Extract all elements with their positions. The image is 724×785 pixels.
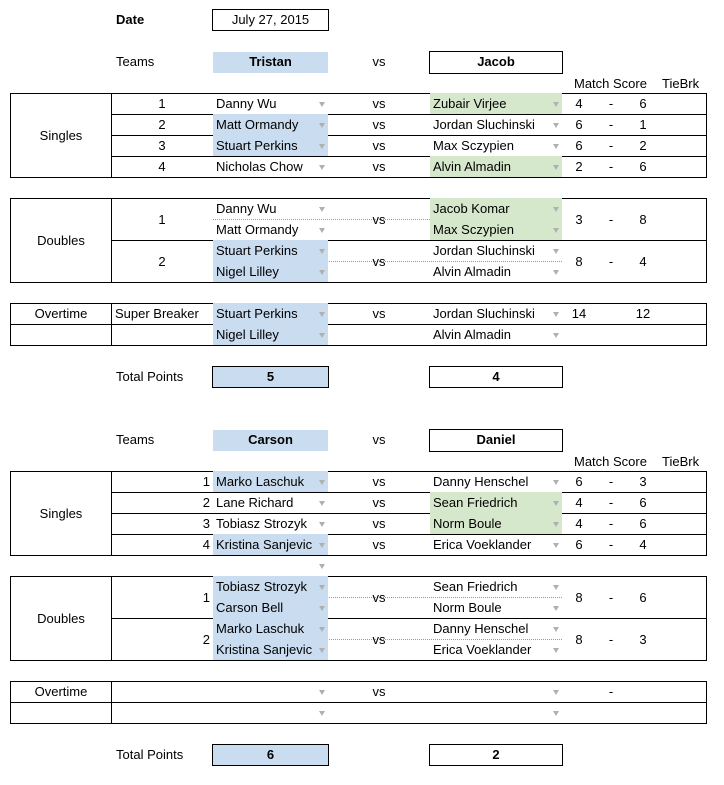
score-dash: -: [608, 632, 614, 647]
player-a2-select[interactable]: Nigel Lilley: [216, 327, 279, 342]
team-a-name[interactable]: Carson: [248, 432, 293, 447]
score-a[interactable]: 6: [575, 138, 583, 153]
vs-label: vs: [372, 495, 386, 510]
score-b[interactable]: 6: [639, 96, 647, 111]
player-a-select[interactable]: Marko Laschuk: [216, 474, 305, 489]
score-dash: -: [608, 684, 614, 699]
dropdown-arrow-icon[interactable]: [553, 312, 559, 317]
player-a-select[interactable]: Lane Richard: [216, 495, 294, 510]
vs-label: vs: [372, 516, 386, 531]
match-number: 2: [202, 632, 210, 647]
dropdown-arrow-icon[interactable]: [319, 501, 325, 506]
total-points-a: 5: [266, 369, 275, 384]
vs-label: vs: [372, 159, 386, 174]
match-score-header: Match Score: [574, 76, 647, 91]
dropdown-arrow-icon[interactable]: [319, 207, 325, 212]
dropdown-arrow-icon[interactable]: [553, 522, 559, 527]
vs-label: vs: [372, 212, 386, 227]
score-b[interactable]: 4: [639, 254, 647, 269]
score-dash: -: [608, 254, 614, 269]
dropdown-arrow-icon[interactable]: [319, 228, 325, 233]
player-b-select[interactable]: Zubair Virjee: [433, 96, 507, 111]
match-number: 1: [202, 474, 210, 489]
score-dash: -: [608, 590, 614, 605]
player-a-select[interactable]: Matt Ormandy: [216, 117, 299, 132]
dropdown-arrow-icon[interactable]: [553, 123, 559, 128]
score-b[interactable]: 6: [639, 495, 647, 510]
player-a2-select[interactable]: Matt Ormandy: [216, 222, 299, 237]
score-a[interactable]: 8: [575, 590, 583, 605]
tiebreak-header: TieBrk: [662, 76, 700, 91]
player-b2-select[interactable]: Norm Boule: [433, 600, 502, 615]
dropdown-arrow-icon[interactable]: [553, 333, 559, 338]
dropdown-arrow-icon[interactable]: [319, 480, 325, 485]
vs-label: vs: [372, 632, 386, 647]
score-dash: -: [608, 138, 614, 153]
score-dash: -: [608, 474, 614, 489]
dropdown-arrow-icon[interactable]: [553, 585, 559, 590]
player-a2-select[interactable]: Nigel Lilley: [216, 264, 279, 279]
player-b1-select[interactable]: Jacob Komar: [433, 201, 510, 216]
vs-label: vs: [372, 254, 386, 269]
score-a[interactable]: 2: [575, 159, 583, 174]
player-a1-select[interactable]: Marko Laschuk: [216, 621, 305, 636]
player-b1-select[interactable]: Sean Friedrich: [433, 579, 518, 594]
score-dash: -: [608, 537, 614, 552]
score-a[interactable]: 6: [575, 537, 583, 552]
score-dash: -: [608, 495, 614, 510]
vs-label: vs: [372, 432, 386, 447]
dropdown-arrow-icon[interactable]: [553, 144, 559, 149]
score-b[interactable]: 3: [639, 474, 647, 489]
overtime-type[interactable]: Super Breaker: [115, 306, 199, 321]
player-b1-select[interactable]: Jordan Sluchinski: [433, 243, 535, 258]
dropdown-arrow-icon[interactable]: [319, 270, 325, 275]
score-b[interactable]: 4: [639, 537, 647, 552]
player-b-select[interactable]: Norm Boule: [433, 516, 502, 531]
player-b2-select[interactable]: Max Sczypien: [433, 222, 514, 237]
dropdown-arrow-icon[interactable]: [319, 690, 325, 695]
doubles-label: Doubles: [37, 611, 85, 626]
player-a1-select[interactable]: Stuart Perkins: [216, 306, 298, 321]
score-a[interactable]: 14: [571, 306, 587, 321]
dropdown-arrow-icon[interactable]: [553, 690, 559, 695]
score-b[interactable]: 6: [639, 159, 647, 174]
player-a1-select[interactable]: Danny Wu: [216, 201, 277, 216]
dropdown-arrow-icon[interactable]: [319, 102, 325, 107]
score-a[interactable]: 4: [575, 516, 583, 531]
team-b-name[interactable]: Daniel: [476, 432, 516, 447]
tiebreak-header: TieBrk: [662, 454, 700, 469]
match-number: 1: [158, 96, 166, 111]
score-dash: -: [608, 96, 614, 111]
dropdown-arrow-icon[interactable]: [319, 144, 325, 149]
player-a1-select[interactable]: Stuart Perkins: [216, 243, 298, 258]
match-number: 4: [202, 537, 210, 552]
score-b[interactable]: 6: [639, 516, 647, 531]
dropdown-arrow-icon[interactable]: [553, 648, 559, 653]
teams-label: Teams: [116, 432, 155, 447]
singles-label: Singles: [39, 506, 83, 521]
player-b2-select[interactable]: Alvin Almadin: [433, 264, 512, 279]
player-b-select[interactable]: Max Sczypien: [433, 138, 514, 153]
player-a-select[interactable]: Nicholas Chow: [216, 159, 303, 174]
player-b1-select[interactable]: Jordan Sluchinski: [433, 306, 535, 321]
dropdown-arrow-icon[interactable]: [553, 249, 559, 254]
match-number: 1: [202, 590, 210, 605]
dropdown-arrow-icon[interactable]: [319, 564, 325, 569]
dropdown-arrow-icon[interactable]: [319, 585, 325, 590]
dropdown-arrow-icon[interactable]: [319, 165, 325, 170]
score-b[interactable]: 6: [639, 590, 647, 605]
score-dash: -: [608, 516, 614, 531]
singles-label: Singles: [39, 128, 83, 143]
date-label: Date: [116, 12, 145, 27]
player-a-select[interactable]: Stuart Perkins: [216, 138, 298, 153]
dropdown-arrow-icon[interactable]: [319, 627, 325, 632]
total-points-a: 6: [266, 747, 275, 762]
total-points-label: Total Points: [116, 747, 184, 762]
total-points-b: 4: [492, 369, 500, 384]
score-b[interactable]: 1: [639, 117, 647, 132]
score-a[interactable]: 6: [575, 474, 583, 489]
overtime-label: Overtime: [34, 684, 88, 699]
dropdown-arrow-icon[interactable]: [553, 480, 559, 485]
player-b1-select[interactable]: Danny Henschel: [433, 621, 529, 636]
dropdown-arrow-icon[interactable]: [553, 207, 559, 212]
vs-label: vs: [372, 138, 386, 153]
vs-label: vs: [372, 590, 386, 605]
overtime-label: Overtime: [34, 306, 88, 321]
dropdown-arrow-icon[interactable]: [319, 711, 325, 716]
player-b2-select[interactable]: Erica Voeklander: [433, 642, 532, 657]
dropdown-arrow-icon[interactable]: [553, 102, 559, 107]
player-a-select[interactable]: Danny Wu: [216, 96, 277, 111]
dropdown-arrow-icon[interactable]: [319, 249, 325, 254]
total-points-b: 2: [492, 747, 500, 762]
dropdown-arrow-icon[interactable]: [553, 501, 559, 506]
score-a[interactable]: 4: [575, 495, 583, 510]
dropdown-arrow-icon[interactable]: [319, 123, 325, 128]
date-field[interactable]: July 27, 2015: [212, 9, 329, 31]
score-a[interactable]: 3: [575, 212, 583, 227]
dropdown-arrow-icon[interactable]: [319, 648, 325, 653]
player-a-select[interactable]: Kristina Sanjevic: [216, 537, 313, 552]
dropdown-arrow-icon[interactable]: [553, 711, 559, 716]
score-b[interactable]: 3: [639, 632, 647, 647]
match-number: 3: [158, 138, 166, 153]
score-b[interactable]: 8: [639, 212, 647, 227]
score-dash: -: [608, 212, 614, 227]
dropdown-arrow-icon[interactable]: [553, 627, 559, 632]
score-dash: -: [608, 159, 614, 174]
player-b2-select[interactable]: Alvin Almadin: [433, 327, 512, 342]
total-points-label: Total Points: [116, 369, 184, 384]
score-b[interactable]: 2: [639, 138, 647, 153]
vs-label: vs: [372, 54, 386, 69]
vs-label: vs: [372, 684, 386, 699]
match-score-header: Match Score: [574, 454, 647, 469]
dropdown-arrow-icon[interactable]: [319, 522, 325, 527]
dropdown-arrow-icon[interactable]: [319, 333, 325, 338]
vs-label: vs: [372, 96, 386, 111]
player-b-select[interactable]: Sean Friedrich: [433, 495, 518, 510]
player-b-select[interactable]: Danny Henschel: [433, 474, 529, 489]
vs-label: vs: [372, 474, 386, 489]
score-a[interactable]: 8: [575, 632, 583, 647]
vs-label: vs: [372, 306, 386, 321]
dropdown-arrow-icon[interactable]: [319, 312, 325, 317]
score-a[interactable]: 8: [575, 254, 583, 269]
dropdown-arrow-icon[interactable]: [553, 543, 559, 548]
dropdown-arrow-icon[interactable]: [319, 606, 325, 611]
match-number: 2: [202, 495, 210, 510]
team-a-name[interactable]: Tristan: [249, 54, 292, 69]
dropdown-arrow-icon[interactable]: [553, 606, 559, 611]
player-b-select[interactable]: Erica Voeklander: [433, 537, 532, 552]
dropdown-arrow-icon[interactable]: [553, 270, 559, 275]
score-b[interactable]: 12: [635, 306, 651, 321]
doubles-label: Doubles: [37, 233, 85, 248]
player-b-select[interactable]: Alvin Almadin: [433, 159, 512, 174]
player-a2-select[interactable]: Carson Bell: [216, 600, 284, 615]
team-b-name[interactable]: Jacob: [477, 54, 515, 69]
vs-label: vs: [372, 117, 386, 132]
player-b-select[interactable]: Jordan Sluchinski: [433, 117, 535, 132]
match-number: 3: [202, 516, 210, 531]
score-a[interactable]: 6: [575, 117, 583, 132]
match-number: 1: [158, 212, 166, 227]
match-number: 2: [158, 117, 166, 132]
match-number: 4: [158, 159, 166, 174]
score-a[interactable]: 4: [575, 96, 583, 111]
dropdown-arrow-icon[interactable]: [319, 543, 325, 548]
match-number: 2: [158, 254, 166, 269]
player-a2-select[interactable]: Kristina Sanjevic: [216, 642, 313, 657]
teams-label: Teams: [116, 54, 155, 69]
player-a1-select[interactable]: Tobiasz Strozyk: [216, 579, 308, 594]
dropdown-arrow-icon[interactable]: [553, 165, 559, 170]
score-dash: -: [608, 117, 614, 132]
player-a-select[interactable]: Tobiasz Strozyk: [216, 516, 308, 531]
dropdown-arrow-icon[interactable]: [553, 228, 559, 233]
vs-label: vs: [372, 537, 386, 552]
